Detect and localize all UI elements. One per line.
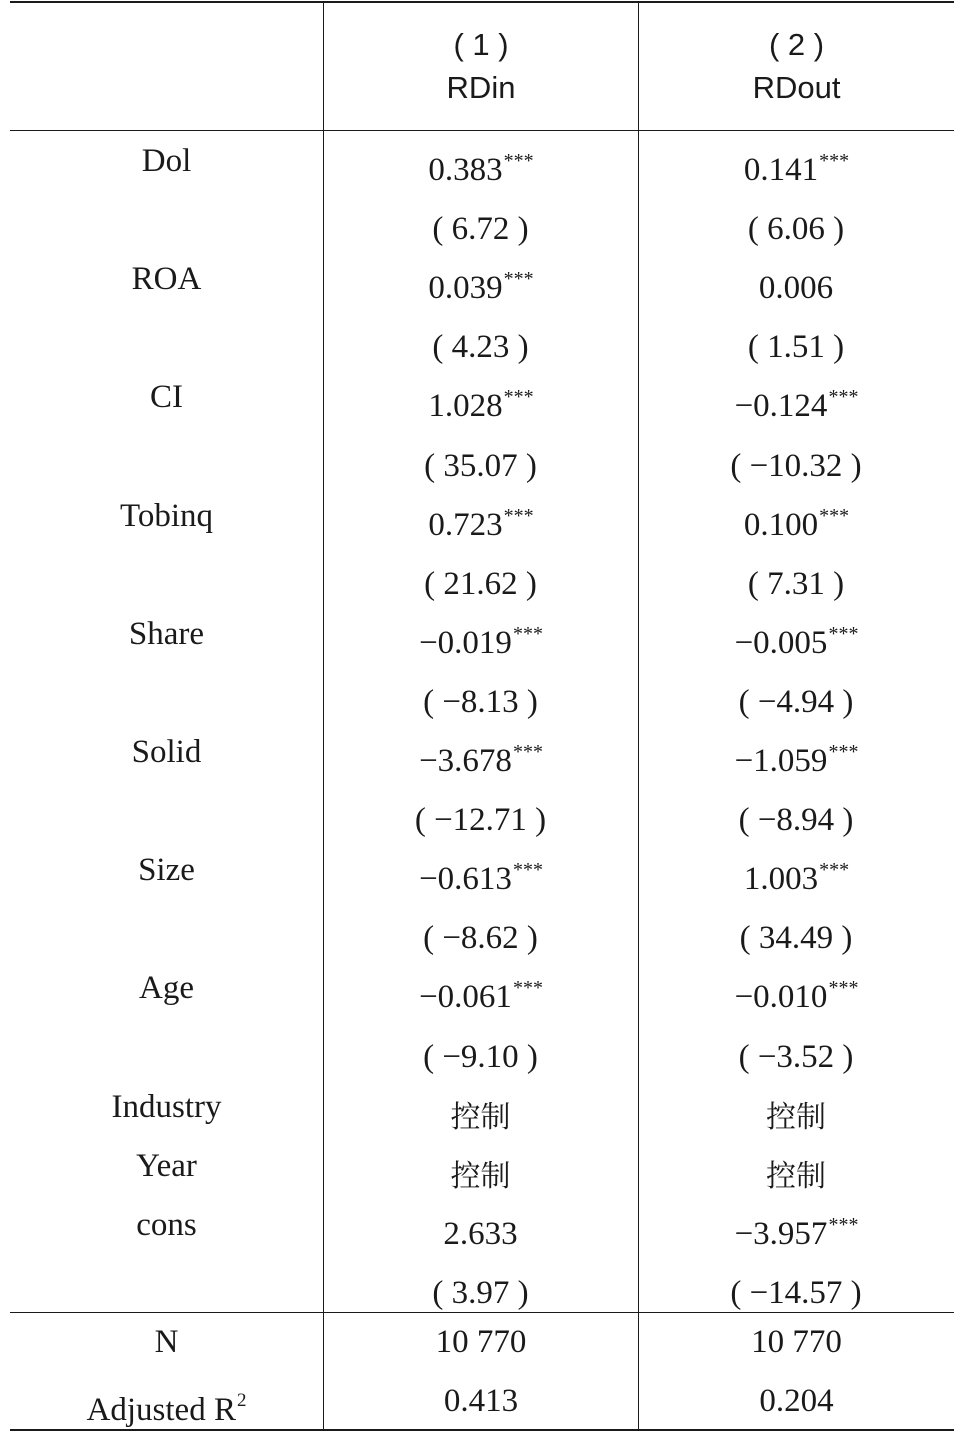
cell-value: 0.006 bbox=[758, 270, 834, 306]
cell-value: ( −3.52 ) bbox=[738, 1039, 854, 1075]
row-col1 bbox=[324, 909, 638, 958]
row-col2 bbox=[639, 673, 954, 722]
column-2-number: ( 2 ) bbox=[768, 27, 825, 62]
row-col2 bbox=[639, 614, 954, 663]
significance-stars: *** bbox=[819, 150, 850, 172]
cell-value: −0.019 bbox=[419, 625, 512, 661]
row-label bbox=[10, 1087, 323, 1127]
row-col2 bbox=[639, 909, 954, 958]
cell-value: 0.100 bbox=[743, 507, 819, 543]
row-label-text: Solid bbox=[131, 734, 202, 770]
cell-value: ( 1.51 ) bbox=[747, 329, 845, 365]
column-1-number: ( 1 ) bbox=[453, 27, 509, 62]
footer-n-col2: 10 770 bbox=[751, 1324, 842, 1360]
row-col1 bbox=[324, 437, 638, 486]
row-label-text: Year bbox=[136, 1148, 197, 1184]
row-col1 bbox=[324, 614, 638, 663]
row-col1 bbox=[324, 496, 638, 545]
row-col2 bbox=[639, 1146, 954, 1197]
row-label-text: ROA bbox=[131, 261, 202, 297]
footer-n-col1: 10 770 bbox=[435, 1324, 527, 1360]
cell-value: ( −8.13 ) bbox=[423, 684, 538, 720]
row-col1 bbox=[324, 1205, 638, 1254]
column-2-name: RDout bbox=[752, 70, 841, 105]
significance-stars: *** bbox=[819, 859, 850, 881]
row-label bbox=[10, 259, 323, 299]
row-col1 bbox=[324, 200, 638, 249]
cell-value: ( 6.06 ) bbox=[747, 211, 845, 247]
row-label bbox=[10, 141, 323, 181]
row-label-text: Industry bbox=[111, 1089, 222, 1125]
cell-value: −3.678 bbox=[419, 743, 512, 779]
significance-stars: *** bbox=[512, 977, 543, 999]
cell-value: 0.039 bbox=[428, 270, 503, 306]
row-label-text: Age bbox=[139, 970, 194, 1006]
row-col1 bbox=[324, 791, 638, 840]
footer-r2-col2: 0.204 bbox=[759, 1383, 834, 1419]
row-col2 bbox=[639, 437, 954, 486]
row-col1 bbox=[324, 1028, 638, 1077]
row-col2 bbox=[639, 732, 954, 781]
regression-table bbox=[10, 0, 954, 1432]
cell-value: ( −8.62 ) bbox=[423, 920, 538, 956]
cell-value: −0.010 bbox=[734, 979, 828, 1015]
cell-value: 控制 bbox=[766, 1159, 826, 1194]
row-col2 bbox=[639, 1087, 954, 1138]
row-col1 bbox=[324, 259, 638, 308]
cell-value: −0.613 bbox=[419, 861, 512, 897]
cell-value: 控制 bbox=[450, 1159, 511, 1194]
cell-value: ( −10.32 ) bbox=[730, 448, 862, 484]
row-col2 bbox=[639, 141, 954, 190]
significance-stars: *** bbox=[828, 741, 859, 763]
row-label bbox=[10, 496, 323, 536]
cell-value: ( −4.94 ) bbox=[738, 684, 854, 720]
significance-stars: *** bbox=[503, 505, 534, 527]
row-label bbox=[10, 1205, 323, 1245]
cell-value: −0.005 bbox=[734, 625, 828, 661]
cell-value: ( 4.23 ) bbox=[432, 329, 529, 365]
row-col2 bbox=[639, 555, 954, 604]
row-col2 bbox=[639, 259, 954, 308]
header-rule bbox=[10, 130, 954, 131]
row-col2 bbox=[639, 850, 954, 899]
row-col2 bbox=[639, 1205, 954, 1254]
row-label-text: Size bbox=[138, 852, 195, 888]
cell-value: 0.383 bbox=[428, 152, 503, 188]
cell-value: 0.723 bbox=[428, 507, 503, 543]
significance-stars: *** bbox=[828, 977, 859, 999]
row-col2 bbox=[639, 791, 954, 840]
row-col1 bbox=[324, 968, 638, 1017]
significance-stars: *** bbox=[503, 268, 534, 290]
significance-stars: *** bbox=[512, 623, 543, 645]
cell-value: −0.124 bbox=[734, 388, 828, 424]
row-label bbox=[10, 850, 323, 890]
significance-stars: *** bbox=[503, 386, 534, 408]
significance-stars: *** bbox=[828, 623, 859, 645]
row-label-text: Dol bbox=[141, 143, 192, 179]
significance-stars: *** bbox=[828, 1214, 859, 1236]
row-col1 bbox=[324, 1264, 638, 1313]
cell-value: ( 6.72 ) bbox=[432, 211, 529, 247]
cell-value: 0.141 bbox=[743, 152, 819, 188]
cell-value: −3.957 bbox=[734, 1216, 828, 1252]
row-label bbox=[10, 614, 323, 654]
column-1-name: RDin bbox=[446, 70, 516, 105]
row-col1 bbox=[324, 1146, 638, 1197]
cell-value: 1.028 bbox=[428, 388, 503, 424]
cell-value: ( 7.31 ) bbox=[747, 566, 845, 602]
cell-value: ( −9.10 ) bbox=[423, 1039, 538, 1075]
row-label bbox=[10, 968, 323, 1008]
row-col1 bbox=[324, 850, 638, 899]
row-label-text: Share bbox=[128, 616, 205, 652]
footer-r2-col1: 0.413 bbox=[443, 1383, 519, 1419]
row-label bbox=[10, 377, 323, 417]
cell-value: −1.059 bbox=[734, 743, 828, 779]
row-label bbox=[10, 1146, 323, 1186]
significance-stars: *** bbox=[512, 859, 543, 881]
row-col1 bbox=[324, 377, 638, 426]
cell-value: ( −8.94 ) bbox=[738, 802, 854, 838]
cell-value: ( 34.49 ) bbox=[739, 920, 853, 956]
cell-value: 2.633 bbox=[443, 1216, 518, 1252]
row-col2 bbox=[639, 200, 954, 249]
row-col1 bbox=[324, 1087, 638, 1138]
row-col2 bbox=[639, 496, 954, 545]
significance-stars: *** bbox=[512, 741, 543, 763]
row-col2 bbox=[639, 377, 954, 426]
row-label-text: CI bbox=[150, 379, 183, 415]
cell-value: ( −12.71 ) bbox=[414, 802, 547, 838]
significance-stars: *** bbox=[828, 386, 859, 408]
row-col2 bbox=[639, 1028, 954, 1077]
row-label bbox=[10, 732, 323, 772]
row-col2 bbox=[639, 318, 954, 367]
row-col2 bbox=[639, 968, 954, 1017]
cell-value: ( −14.57 ) bbox=[730, 1275, 862, 1311]
row-col1 bbox=[324, 555, 638, 604]
footer-r2-label-cell bbox=[10, 1381, 323, 1430]
cell-value: 控制 bbox=[766, 1100, 826, 1135]
footer-n-label: N bbox=[154, 1324, 179, 1360]
cell-value: ( 35.07 ) bbox=[424, 448, 537, 484]
row-label-text: Tobinq bbox=[119, 498, 214, 534]
row-col2 bbox=[639, 1264, 954, 1313]
row-col1 bbox=[324, 732, 638, 781]
row-col1 bbox=[324, 318, 638, 367]
cell-value: −0.061 bbox=[419, 979, 512, 1015]
row-label-text: cons bbox=[136, 1207, 197, 1243]
row-col1 bbox=[324, 141, 638, 190]
cell-value: 1.003 bbox=[743, 861, 819, 897]
row-col1 bbox=[324, 673, 638, 722]
significance-stars: *** bbox=[819, 505, 850, 527]
cell-value: ( 3.97 ) bbox=[432, 1275, 529, 1311]
cell-value: 控制 bbox=[450, 1100, 511, 1135]
cell-value: ( 21.62 ) bbox=[424, 566, 537, 602]
footer-r2-label-superscript: 2 bbox=[236, 1390, 247, 1411]
footer-r2-label: Adjusted R bbox=[86, 1392, 236, 1428]
significance-stars: *** bbox=[503, 150, 534, 172]
table-top-rule bbox=[10, 1, 954, 3]
